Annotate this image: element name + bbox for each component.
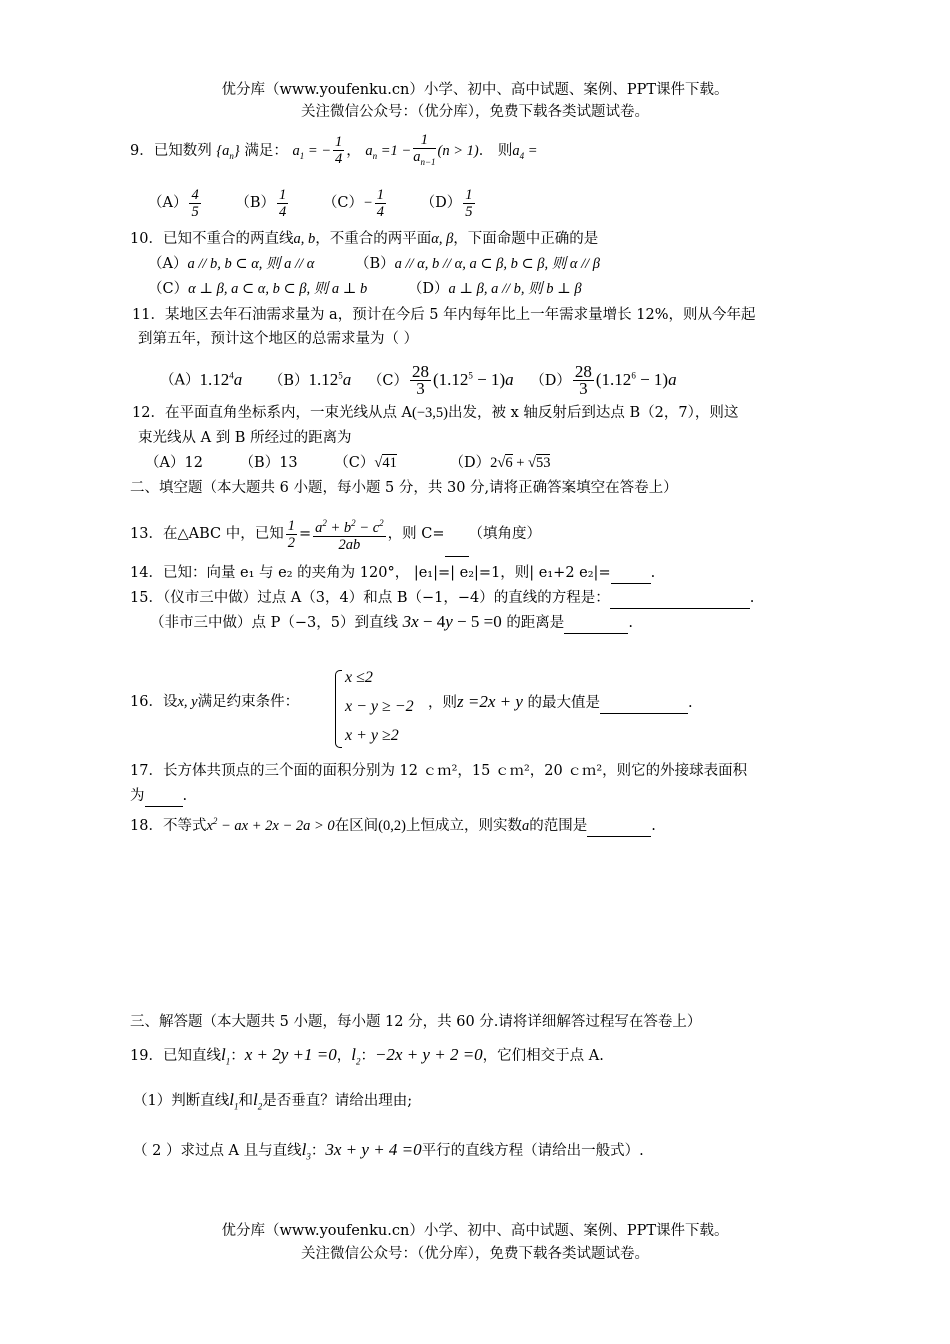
- q11-line-1: 11．某地区去年石油需求量为 a，预计在今后 5 年内每年比上一年需求量增长 12%，则从今年起: [132, 307, 756, 323]
- question-13: 13．在△ABC 中，已知 $\frac{1}{2}$ = $\frac{a^2 + b^2 - c^2}{2ab}$ ，则 C= （填角度）: [130, 512, 541, 557]
- q12-line-1: 12．在平面直角坐标系内，一束光线从点 A(−3,5)出发，被 x 轴反射后到达点 B（2，7），则这: [132, 405, 739, 421]
- q10-option-c: （C）: [148, 281, 189, 297]
- q9-option-b: （B）: [235, 195, 275, 211]
- q11-option-c: （C）: [367, 372, 408, 389]
- section-3-heading: 三、解答题（本大题共 5 小题，每小题 12 分，共 60 分.请将详细解答过程写在答卷上）: [130, 1014, 702, 1030]
- q17-line-1: 17．长方体共顶点的三个面的面积分别为 12 ｃｍ²，15 ｃｍ²，20 ｃｍ²，则它的外接球表面积: [130, 763, 748, 779]
- footer-line-2: 关注微信公众号：（优分库），免费下载各类试题试卷。: [301, 1246, 649, 1262]
- header-line-2: 关注微信公众号：（优分库），免费下载各类试题试卷。: [301, 104, 649, 120]
- q12-option-b: （B）13: [239, 455, 298, 471]
- q9-option-c: （C）: [322, 195, 363, 211]
- q9-option-d: （D）: [420, 195, 462, 211]
- q9-mid: 满足：: [244, 142, 288, 159]
- q9-frac-1-4: $\frac{1}{4}$: [335, 134, 343, 168]
- q16-tail: ，则z =2x + y 的最大值是 .: [428, 692, 693, 714]
- q12-option-a: （A）12: [145, 455, 203, 471]
- q12-option-c: （C）: [334, 455, 375, 471]
- q9-frac-recip: $\frac{1}{a_{n-1}}$: [413, 132, 436, 167]
- q11-option-a: （A）: [160, 372, 200, 389]
- section-2-heading: 二、填空题（本大题共 6 小题，每小题 5 分，共 30 分,请将正确答案填空在答卷上）: [130, 480, 678, 496]
- q10-options-cd: （C）α ⊥ β, a ⊂ α, b ⊂ β, 则 a ⊥ b （D）a ⊥ β, a // b, 则 b ⊥ β: [148, 281, 582, 297]
- q11-line-2: 到第五年，预计这个地区的总需求量为（ ）: [138, 331, 419, 347]
- q12-option-d: （D）: [449, 455, 491, 471]
- q11-option-b: （B）: [268, 372, 309, 389]
- q15-line-2: （非市三中做）点 P（−3，5）到直线 3x − 4y − 5 =0 的距离是 .: [150, 612, 633, 634]
- q12-options: （A）12 （B）13 （C）√41 （D）2√6 + √53: [145, 455, 551, 471]
- q10-option-b: （B）: [354, 256, 395, 272]
- q10-options-ab: （A）a // b, b ⊂ α, 则 a // α （B）a // α, b // α, a ⊂ β, b ⊂ β, 则 α // β: [148, 256, 600, 272]
- q15-line-1: 15．（仪市三中做）过点 A（3，4）和点 B（−1，−4）的直线的方程是： .: [130, 588, 754, 609]
- q19-part-2: （ 2 ）求过点 A 且与直线$l_3$：3x + y + 4 =0平行的直线方程（请给出一般式）.: [133, 1140, 644, 1162]
- q9-a1: $a_1$ = −: [292, 142, 332, 161]
- q10-option-d: （D）: [407, 281, 449, 297]
- footer-line-1: 优分库（www.youfenku.cn）小学、初中、高中试题、案例、PPT课件下载。: [221, 1223, 729, 1239]
- q16-prefix-line: 16．设x, y满足约束条件：: [130, 694, 300, 710]
- q19-part-1: （1）判断直线$l_1$和$l_2$是否垂直？请给出理由;: [133, 1090, 413, 1112]
- question-18: 18．不等式$x^2$ − ax + 2x − 2a > 0在区间(0,2)上恒成立，则实数a的范围是 .: [130, 811, 656, 837]
- question-19: 19．已知直线$l_1$：x + 2y +1 =0，$l_2$：−2x + y + 2 =0，它们相交于点 A.: [130, 1045, 604, 1067]
- q9-an: $a_n =1$ −: [365, 142, 412, 161]
- question-10: 10．已知不重合的两直线a, b，不重合的两平面α, β，下面命题中正确的是: [130, 231, 599, 247]
- q9-option-a: （A）: [148, 195, 188, 211]
- q9-cond-tail: ． 则: [478, 142, 513, 159]
- q10-option-a: （A）: [148, 256, 188, 272]
- q11-option-d: （D）: [530, 372, 571, 389]
- q11-options: （A）1.12$^4$a （B）1.12$^5$a （C） $\frac{28}{3}$ $(1.12^5 - 1)a$ （D） $\frac{28}{3}$ $(1.12^6 - 1)a$: [160, 362, 677, 399]
- q12-line-2: 束光线从 A 到 B 所经过的距离为: [138, 430, 352, 446]
- q9-sequence: $\{a_n\}$: [216, 142, 240, 161]
- question-14: 14．已知：向量 e₁ 与 e₂ 的夹角为 120°， |e₁|=| e₂|=1，则| e₁+2 e₂|= .: [130, 563, 655, 584]
- q9-prefix: 9．已知数列: [130, 142, 212, 159]
- q16-constraints: x ≤2 x − y ≥ −2 x + y ≥2: [335, 664, 425, 750]
- header-line-1: 优分库（www.youfenku.cn）小学、初中、高中试题、案例、PPT课件下载。: [221, 82, 729, 98]
- q17-line-2: 为 .: [130, 786, 187, 807]
- question-9: 9．已知数列 $\{a_n\}$ 满足： $a_1$ = − $\frac{1}{4}$ ， $a_n =1$ − $\frac{1}{a_{n-1}}$ (n > 1)． 则$a_4$ =: [130, 132, 538, 174]
- q9-options: （A） $\frac{4}{5}$ （B） $\frac{1}{4}$ （C）− $\frac{1}{4}$ （D） $\frac{1}{5}$: [148, 186, 473, 220]
